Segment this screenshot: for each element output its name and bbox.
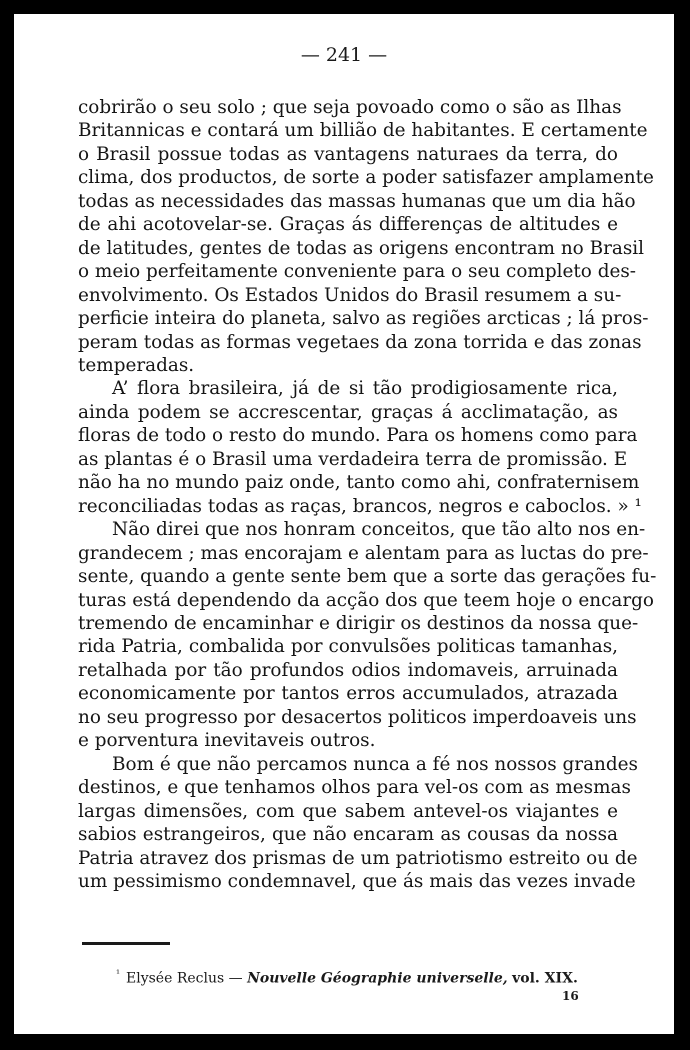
text-line: de latitudes, gentes de todas as origens encontram no Brasil: [78, 237, 645, 259]
text-line: rida Patria, combalida por convulsões politicas tamanhas,: [78, 636, 618, 658]
text-line: sabios estrangeiros, que não encaram as cousas da nossa: [78, 824, 618, 846]
text-line: economicamente por tantos erros accumulados, atrazada: [78, 683, 618, 705]
text-line: de ahi acotovelar-se. Graças ás differenças de altitudes e: [78, 214, 618, 236]
text-line: grandecem ; mas encorajam e alentam para as luctas do pre-: [78, 542, 649, 564]
text-line: o Brasil possue todas as vantagens naturaes da terra, do: [78, 143, 618, 165]
text-line: retalhada por tão profundos odios indomaveis, arruinada: [78, 659, 618, 681]
text-line: reconciliadas todas as raças, brancos, negros e caboclos. » ¹: [78, 495, 642, 517]
text-line: um pessimismo condemnavel, que ás mais das vezes invade: [78, 870, 636, 892]
text-line: Não direi que nos honram conceitos, que tão alto nos en-: [112, 519, 646, 541]
text-line: envolvimento. Os Estados Unidos do Brasil resumem a su-: [78, 284, 622, 306]
text-line: sente, quando a gente sente bem que a sorte das gerações fu-: [78, 566, 657, 588]
text-line: tremendo de encaminhar e dirigir os destinos da nossa que-: [78, 612, 639, 634]
signature-mark: 16: [562, 989, 579, 1003]
text-line: Patria atravez dos prismas de um patriotismo estreito ou de: [78, 847, 638, 869]
text-line: perficie inteira do planeta, salvo as regiões arcticas ; lá pros-: [78, 308, 649, 330]
footnote-volume: vol. XIX.: [512, 970, 578, 987]
footnote: [116, 969, 578, 987]
text-line: temperadas.: [78, 354, 195, 376]
text-line: turas está dependendo da acção dos que teem hoje o encargo: [78, 589, 654, 611]
text-line: todas as necessidades das massas humanas que um dia hão: [78, 190, 636, 212]
footnote-author: Elysée Reclus —: [126, 970, 243, 987]
text-line: A’ flora brasileira, já de si tão prodigiosamente rica,: [112, 378, 618, 400]
text-line: peram todas as formas vegetaes da zona torrida e das zonas: [78, 331, 642, 353]
text-line: Bom é que não percamos nunca a fé nos nossos grandes: [112, 753, 638, 775]
footnote-title: Nouvelle Géographie universelle,: [247, 970, 508, 987]
text-line: floras de todo o resto do mundo. Para os homens como para: [78, 425, 638, 447]
text-line: largas dimensões, com que sabem antevel-os viajantes e: [78, 800, 618, 822]
text-line: clima, dos productos, de sorte a poder satisfazer amplamente: [78, 167, 654, 189]
page-number: — 241 —: [300, 44, 388, 66]
text-line: destinos, e que tenhamos olhos para vel-os com as mesmas: [78, 777, 631, 799]
text-line: Britannicas e contará um billião de habitantes. E certamente: [78, 120, 648, 142]
text-line: ainda podem se accrescentar, graças á acclimatação, as: [78, 401, 618, 423]
footnote-rule: [82, 942, 170, 945]
text-line: o meio perfeitamente conveniente para o seu completo des-: [78, 261, 636, 283]
text-line: e porventura inevitaveis outros.: [78, 730, 376, 752]
footnote-mark: ¹: [116, 969, 121, 980]
text-line: cobrirão o seu solo ; que seja povoado como o são as Ilhas: [78, 97, 622, 118]
body-text: [78, 96, 657, 893]
text-line: as plantas é o Brasil uma verdadeira terra de promissão. E: [78, 448, 628, 470]
book-page: [14, 14, 674, 1034]
text-line: no seu progresso por desacertos politicos imperdoaveis uns: [78, 706, 637, 728]
text-line: não ha no mundo paiz onde, tanto como ahi, confraternisem: [78, 472, 640, 494]
